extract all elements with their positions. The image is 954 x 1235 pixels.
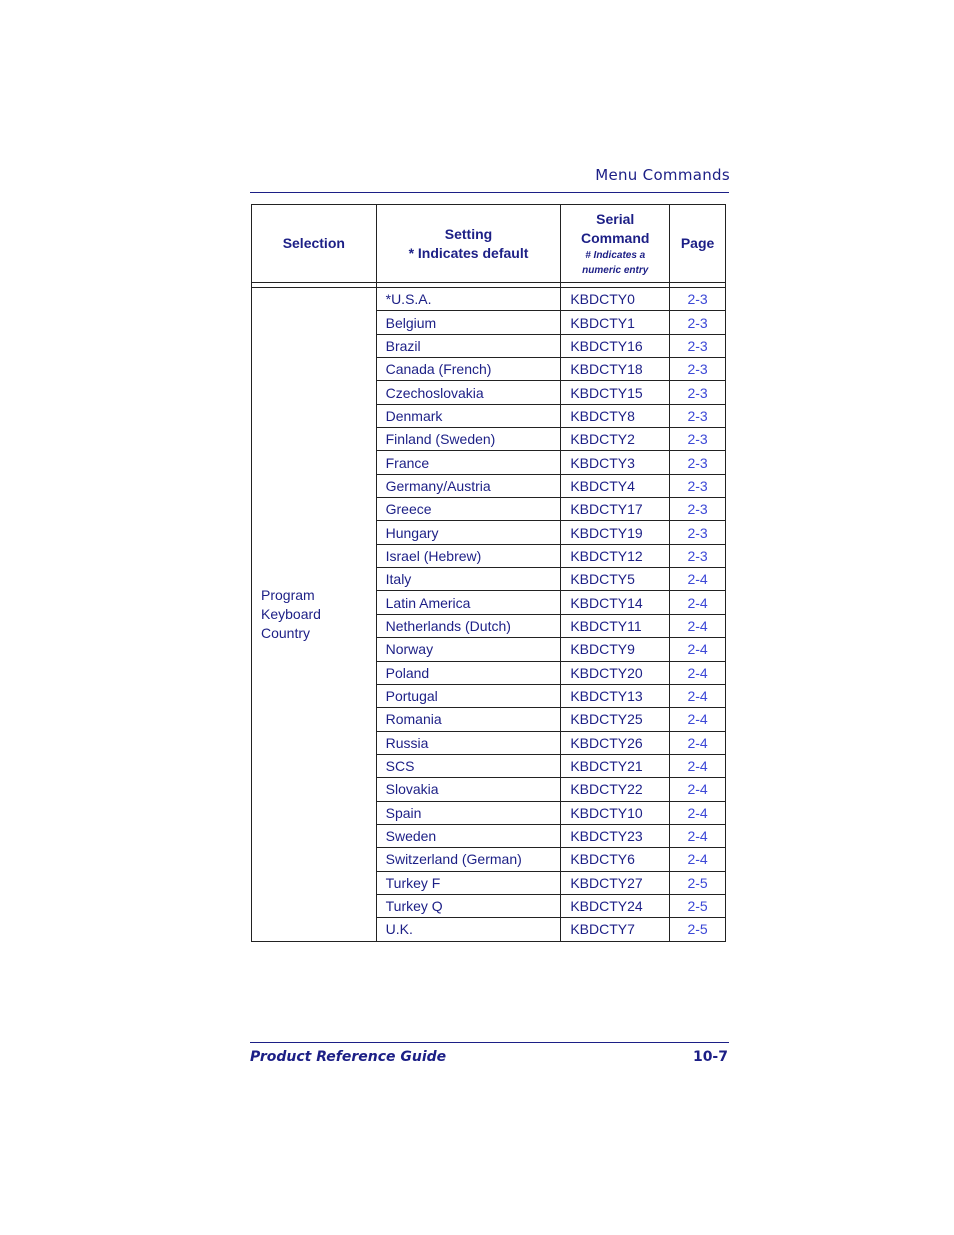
- serial-command-cell: KBDCTY18: [561, 358, 670, 381]
- serial-command-cell: KBDCTY6: [561, 848, 670, 871]
- serial-command-cell: KBDCTY10: [561, 801, 670, 824]
- column-header-serial-command: [561, 205, 670, 283]
- serial-command-cell: KBDCTY27: [561, 871, 670, 894]
- serial-command-cell: KBDCTY25: [561, 708, 670, 731]
- table-body: [252, 283, 726, 942]
- setting-cell: Switzerland (German): [376, 848, 561, 871]
- page-link[interactable]: 2-3: [670, 404, 726, 427]
- serial-command-cell: KBDCTY7: [561, 918, 670, 941]
- page-link[interactable]: 2-4: [670, 778, 726, 801]
- page-link[interactable]: 2-3: [670, 334, 726, 357]
- serial-command-cell: KBDCTY14: [561, 591, 670, 614]
- setting-header-label: Setting: [444, 225, 493, 242]
- page-link[interactable]: 2-4: [670, 848, 726, 871]
- setting-cell: France: [376, 451, 561, 474]
- setting-cell: Russia: [376, 731, 561, 754]
- setting-cell: Sweden: [376, 824, 561, 847]
- serial-command-cell: KBDCTY15: [561, 381, 670, 404]
- setting-cell: Turkey F: [376, 871, 561, 894]
- setting-cell: Greece: [376, 498, 561, 521]
- serial-header-note-1: # Indicates a: [585, 249, 646, 261]
- setting-cell: *U.S.A.: [376, 288, 561, 311]
- serial-command-cell: KBDCTY11: [561, 614, 670, 637]
- serial-command-cell: KBDCTY16: [561, 334, 670, 357]
- serial-header-label-1: Serial: [596, 210, 635, 227]
- footer-guide-title: Product Reference Guide: [250, 1049, 447, 1065]
- setting-cell: Latin America: [376, 591, 561, 614]
- header-divider: [250, 192, 729, 193]
- menu-commands-table: [251, 204, 726, 942]
- page-link[interactable]: 2-5: [670, 918, 726, 941]
- table-header-row: [252, 205, 726, 283]
- page-link[interactable]: 2-3: [670, 288, 726, 311]
- setting-cell: SCS: [376, 754, 561, 777]
- serial-header-label-2: Command: [581, 229, 650, 246]
- page-link[interactable]: 2-4: [670, 591, 726, 614]
- page-link[interactable]: 2-3: [670, 311, 726, 334]
- serial-command-cell: KBDCTY12: [561, 544, 670, 567]
- selection-cell: Program Keyboard Country: [252, 288, 377, 942]
- setting-cell: Poland: [376, 661, 561, 684]
- table-row: [252, 288, 726, 311]
- serial-command-cell: KBDCTY2: [561, 428, 670, 451]
- page-link[interactable]: 2-4: [670, 661, 726, 684]
- page-link[interactable]: 2-4: [670, 708, 726, 731]
- setting-cell: U.K.: [376, 918, 561, 941]
- setting-cell: Turkey Q: [376, 894, 561, 917]
- serial-command-cell: KBDCTY24: [561, 894, 670, 917]
- setting-header-note: * Indicates default: [408, 244, 529, 261]
- page-link[interactable]: 2-3: [670, 521, 726, 544]
- setting-cell: Netherlands (Dutch): [376, 614, 561, 637]
- setting-cell: Finland (Sweden): [376, 428, 561, 451]
- serial-command-cell: KBDCTY23: [561, 824, 670, 847]
- setting-cell: Denmark: [376, 404, 561, 427]
- page-link[interactable]: 2-3: [670, 498, 726, 521]
- serial-command-cell: KBDCTY26: [561, 731, 670, 754]
- serial-command-cell: KBDCTY1: [561, 311, 670, 334]
- setting-cell: Hungary: [376, 521, 561, 544]
- page-link[interactable]: 2-4: [670, 568, 726, 591]
- serial-command-cell: KBDCTY5: [561, 568, 670, 591]
- serial-command-cell: KBDCTY3: [561, 451, 670, 474]
- serial-header-note-2: numeric entry: [582, 264, 649, 276]
- page-link[interactable]: 2-4: [670, 801, 726, 824]
- setting-cell: Germany/Austria: [376, 474, 561, 497]
- setting-cell: Spain: [376, 801, 561, 824]
- column-header-setting: [376, 205, 561, 283]
- serial-command-cell: KBDCTY22: [561, 778, 670, 801]
- page-link[interactable]: 2-5: [670, 894, 726, 917]
- setting-cell: Slovakia: [376, 778, 561, 801]
- page-link[interactable]: 2-3: [670, 358, 726, 381]
- setting-cell: Czechoslovakia: [376, 381, 561, 404]
- setting-cell: Canada (French): [376, 358, 561, 381]
- page-link[interactable]: 2-5: [670, 871, 726, 894]
- footer-divider: [250, 1042, 729, 1043]
- serial-command-cell: KBDCTY8: [561, 404, 670, 427]
- page-link[interactable]: 2-4: [670, 824, 726, 847]
- page-link[interactable]: 2-3: [670, 451, 726, 474]
- serial-command-cell: KBDCTY20: [561, 661, 670, 684]
- footer-page-number: 10-7: [692, 1049, 728, 1065]
- page-link[interactable]: 2-3: [670, 474, 726, 497]
- setting-cell: Italy: [376, 568, 561, 591]
- page-link[interactable]: 2-3: [670, 428, 726, 451]
- serial-command-cell: KBDCTY19: [561, 521, 670, 544]
- serial-command-cell: KBDCTY21: [561, 754, 670, 777]
- serial-command-cell: KBDCTY9: [561, 638, 670, 661]
- page-link[interactable]: 2-4: [670, 731, 726, 754]
- page-link[interactable]: 2-3: [670, 544, 726, 567]
- serial-command-cell: KBDCTY17: [561, 498, 670, 521]
- page-link[interactable]: 2-4: [670, 614, 726, 637]
- setting-cell: Portugal: [376, 684, 561, 707]
- column-header-page: Page: [670, 205, 726, 283]
- setting-cell: Norway: [376, 638, 561, 661]
- serial-command-cell: KBDCTY13: [561, 684, 670, 707]
- page-link[interactable]: 2-4: [670, 684, 726, 707]
- setting-cell: Belgium: [376, 311, 561, 334]
- page-header-title: Menu Commands: [595, 166, 730, 184]
- page-link[interactable]: 2-3: [670, 381, 726, 404]
- column-header-selection: Selection: [252, 205, 377, 283]
- page-link[interactable]: 2-4: [670, 754, 726, 777]
- setting-cell: Israel (Hebrew): [376, 544, 561, 567]
- setting-cell: Romania: [376, 708, 561, 731]
- serial-command-cell: KBDCTY4: [561, 474, 670, 497]
- serial-command-cell: KBDCTY0: [561, 288, 670, 311]
- setting-cell: Brazil: [376, 334, 561, 357]
- page-link[interactable]: 2-4: [670, 638, 726, 661]
